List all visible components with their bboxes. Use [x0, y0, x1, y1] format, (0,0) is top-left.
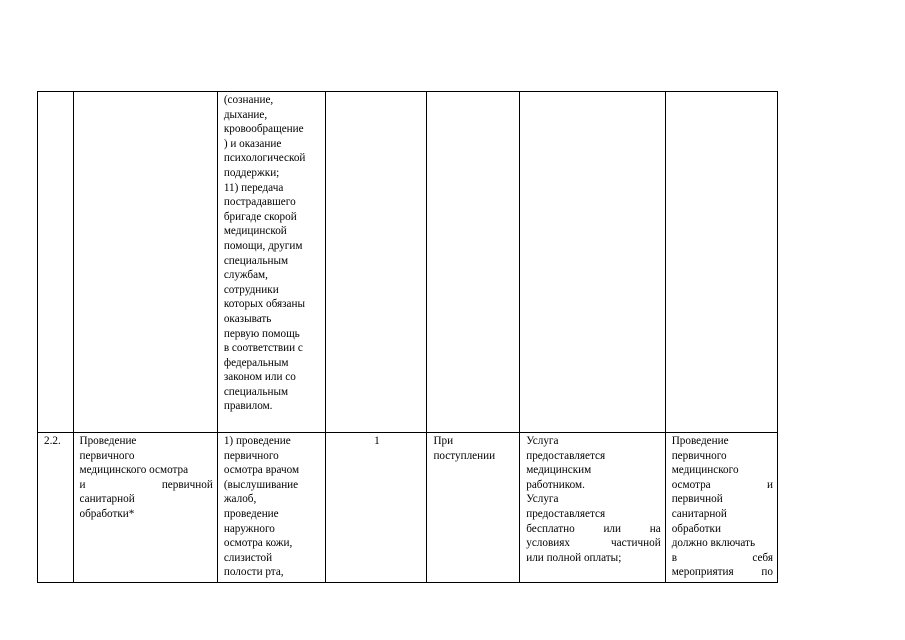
text-line: бригаде скорой: [223, 210, 297, 223]
cell-service-content: [217, 92, 325, 433]
text-line: первичного: [671, 449, 727, 462]
text-word: условиях: [526, 537, 570, 550]
text-line: федеральным: [223, 356, 289, 369]
service-count: 1: [374, 435, 380, 447]
table-row-2-2: [38, 433, 778, 583]
text-line: первичного: [79, 449, 135, 462]
text-line: При: [433, 435, 454, 447]
text-line: обработки*: [79, 507, 135, 520]
cell-timing: [427, 92, 520, 433]
text-line: которых обязаны: [223, 298, 306, 311]
text-word: или: [603, 522, 621, 535]
text-line: [672, 565, 773, 580]
text-word: бесплатно: [526, 522, 575, 535]
text-line: сотрудники: [223, 283, 279, 296]
cell-number: [38, 92, 74, 433]
table-row-continuation: [38, 92, 778, 433]
cell-service-content: [217, 433, 325, 583]
cell-timing: [427, 433, 520, 583]
cell-service-name: [73, 433, 217, 583]
text-line: жалоб,: [223, 493, 257, 506]
text-word: и: [79, 478, 86, 491]
text-line: поступлении: [433, 449, 496, 462]
text-word: частичной: [611, 537, 661, 550]
text-word: осмотра: [671, 478, 711, 491]
text-line: обработки: [671, 522, 721, 535]
cell-conditions: [520, 92, 665, 433]
text-line: [526, 522, 660, 537]
text-line: санитарной: [79, 493, 135, 506]
text-line: должно включать: [671, 537, 756, 550]
text-line: Услуга: [526, 435, 559, 447]
quality-lines: [672, 434, 773, 580]
text-line: ) и оказание: [223, 137, 282, 150]
row-number: 2.2.: [44, 435, 61, 447]
text-line: [672, 478, 773, 493]
text-line: Проведение: [79, 435, 137, 447]
text-line: специальным: [223, 385, 289, 398]
text-line: предоставляется: [526, 449, 606, 462]
text-line: медицинской: [223, 225, 287, 238]
cell-service-name: [73, 92, 217, 433]
text-line: поддержки;: [223, 166, 280, 179]
text-line: службам,: [223, 269, 268, 282]
text-line: Услуга: [526, 493, 559, 506]
text-line: санитарной: [671, 507, 727, 520]
text-line: (сознание,: [223, 94, 274, 106]
cell-quality: [665, 92, 777, 433]
text-line: помощи, другим: [223, 239, 303, 252]
text-line: слизистой: [223, 551, 273, 564]
text-line: [526, 536, 660, 551]
text-line: медицинским: [526, 464, 592, 477]
cell-count: [325, 92, 427, 433]
text-line: 1) проведение: [223, 435, 291, 447]
text-line: специальным: [223, 254, 289, 267]
text-line: оказывать: [223, 312, 272, 325]
text-line: законом или со: [223, 371, 296, 384]
text-line: полости рта,: [223, 566, 284, 579]
text-line: пострадавшего: [223, 196, 296, 209]
text-line: наружного: [223, 522, 275, 535]
text-line: первичной: [671, 493, 723, 506]
text-word: по: [761, 566, 773, 579]
text-line: медицинского осмотра: [79, 464, 189, 477]
text-line: предоставляется: [526, 507, 606, 520]
text-line: в соответствии с: [223, 342, 303, 355]
text-line: медицинского: [671, 464, 739, 477]
text-line: первую помощь: [223, 327, 300, 340]
cell-number: [38, 433, 74, 583]
service-name-lines: [80, 434, 213, 522]
text-word: первичной: [161, 478, 213, 491]
content-lines: [224, 93, 321, 414]
text-line: 11) передача: [223, 181, 284, 194]
cell-count: [325, 433, 427, 583]
timing-lines: [433, 434, 515, 463]
text-line: или полной оплаты;: [526, 551, 622, 564]
services-table: [37, 91, 778, 583]
text-line: Проведение: [671, 435, 729, 447]
text-line: проведение: [223, 507, 279, 520]
content-lines: [224, 434, 321, 580]
text-line: осмотра врачом: [223, 464, 300, 477]
text-line: кровообращение: [223, 123, 304, 136]
text-line: психологической: [223, 152, 306, 165]
text-line: осмотра кожи,: [223, 537, 293, 550]
conditions-lines: [526, 434, 660, 565]
text-line: [672, 551, 773, 566]
text-word: и: [767, 478, 773, 491]
text-word: на: [649, 522, 661, 535]
text-line: дыхание,: [223, 108, 268, 121]
text-word: в: [671, 551, 677, 564]
text-line: [80, 478, 213, 493]
text-line: (выслушивание: [223, 478, 299, 491]
cell-quality: [665, 433, 777, 583]
text-word: себя: [752, 551, 773, 564]
text-line: работником.: [526, 478, 585, 491]
text-word: мероприятия: [671, 566, 734, 579]
cell-conditions: [520, 433, 665, 583]
text-line: первичного: [223, 449, 279, 462]
text-line: правилом.: [223, 400, 273, 413]
